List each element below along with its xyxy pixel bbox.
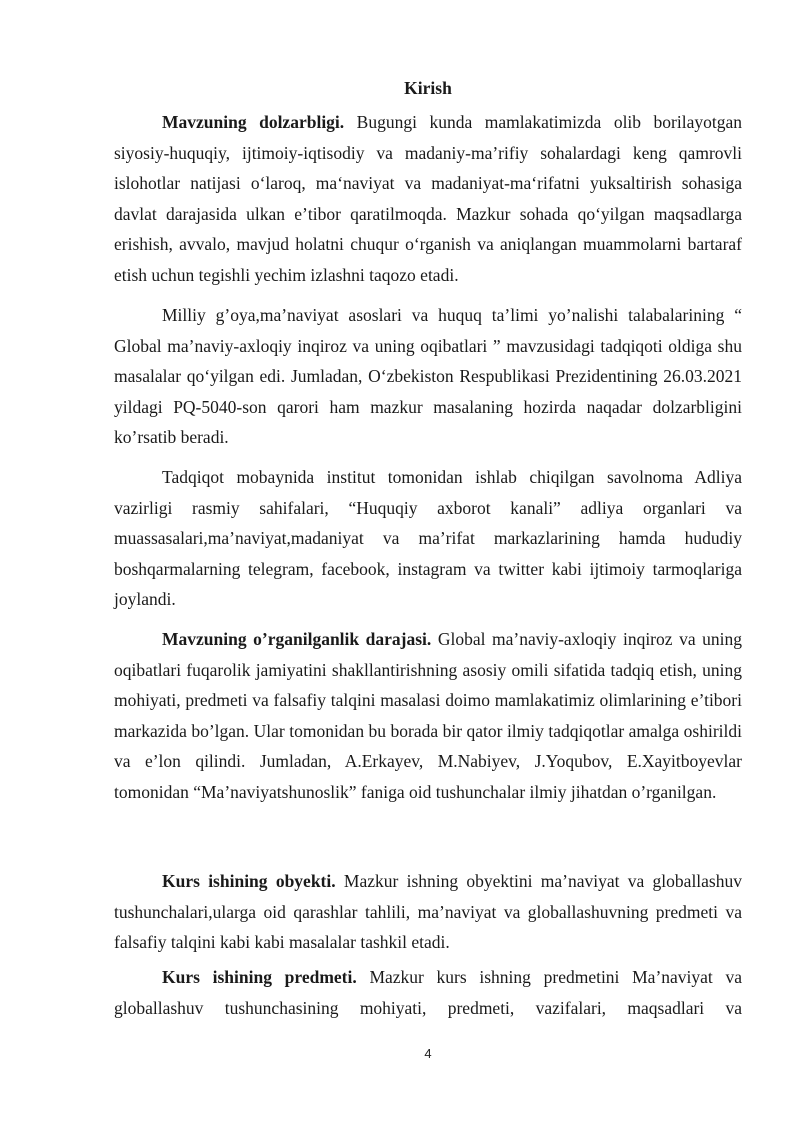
paragraph-object <box>114 866 742 958</box>
paragraph-text: Tadqiqot mobaynida institut tomonidan ishlab chiqilgan savolnoma Adliya vazirligi rasmiy sahifalari, “Huquqiy axborot kanali” adliya organlari va muassasalari,ma’naviyat,madaniyat va ma’rifat markazlarining hamda hududiy boshqarmalarning telegram, facebook, instagram va twitter kabi ijtimoiy tarmoqlariga joylandi. <box>114 467 742 609</box>
paragraph-text: Milliy g’oya,ma’naviyat asoslari va huquq ta’limi yo’nalishi talabalarining “ Global ma’naviy-axloqiy inqiroz va uning oqibatlari ” mavzusidagi tadqiqoti oldiga shu masalalar qoʻyilgan edi. Jumladan, Oʻzbekiston Respublikasi Prezidentining 26.03.2021 yildagi PQ-5040-son qarori ham mazkur masalaning hozirda naqadar dolzarbligini ko’rsatib beradi. <box>114 305 742 447</box>
paragraph-relevance <box>114 107 742 290</box>
paragraph-goal <box>114 300 742 453</box>
paragraph-heading: Kurs ishining predmeti. <box>162 967 357 987</box>
paragraph-survey <box>114 462 742 615</box>
paragraph-text: Mazkur ishning obyektini ma’naviyat va globallashuv tushunchalari,ularga oid qarashlar tahlili, ma’naviyat va globallashuvning predmeti va falsafiy talqini kabi kabi masalalar tashkil etadi. <box>114 871 742 952</box>
paragraph-heading: Kurs ishining obyekti. <box>162 871 336 891</box>
page-number: 4 <box>424 1046 432 1061</box>
paragraph-text: Global ma’naviy-axloqiy inqiroz va uning oqibatlari fuqarolik jamiyatini shakllantirishning asosiy omili sifatida tadqiq etish, uning mohiyati, predmeti va falsafiy talqini masalasi doimo mamlakatimiz olimlarining e’tibori markazida bo’lgan. Ular tomonidan bu borada bir qator ilmiy tadqiqotlar amalga oshirildi va e’lon qilindi. Jumladan, A.Erkayev, M.Nabiyev, J.Yoqubov, E.Xayitboyevlar tomonidan “Ma’naviyatshunoslik” faniga oid tushunchalar ilmiy jihatdan o’rganilgan. <box>114 629 742 802</box>
section-title: Kirish <box>404 78 452 98</box>
paragraph-text: Bugungi kunda mamlakatimizda olib borilayotgan siyosiy-huquqiy, ijtimoiy-iqtisodiy va madaniy-maʼrifiy sohalardagi keng qamrovli islohotlar natijasi oʻlaroq, maʻnaviyat va madaniyat-maʻrifatni yuksaltirish sohasiga davlat darajasida ulkan eʼtibor qaratilmoqda. Mazkur sohada qoʻyilgan maqsadlarga erishish, avvalo, mavjud holatni chuqur oʻrganish va aniqlangan muammolarni bartaraf etish uchun tegishli yechim izlashni taqozo etadi. <box>114 112 742 285</box>
paragraph-subject <box>114 962 742 1023</box>
paragraph-study-level <box>114 624 742 807</box>
paragraph-heading: Mavzuning dolzarbligi. <box>162 112 345 132</box>
paragraph-heading: Mavzuning o’rganilganlik darajasi. <box>162 629 432 649</box>
paragraph-text: Mazkur kurs ishning predmetini Ma’naviyat va globallashuv tushunchasining mohiyati, predmeti, vazifalari, maqsadlari va <box>114 967 742 1018</box>
